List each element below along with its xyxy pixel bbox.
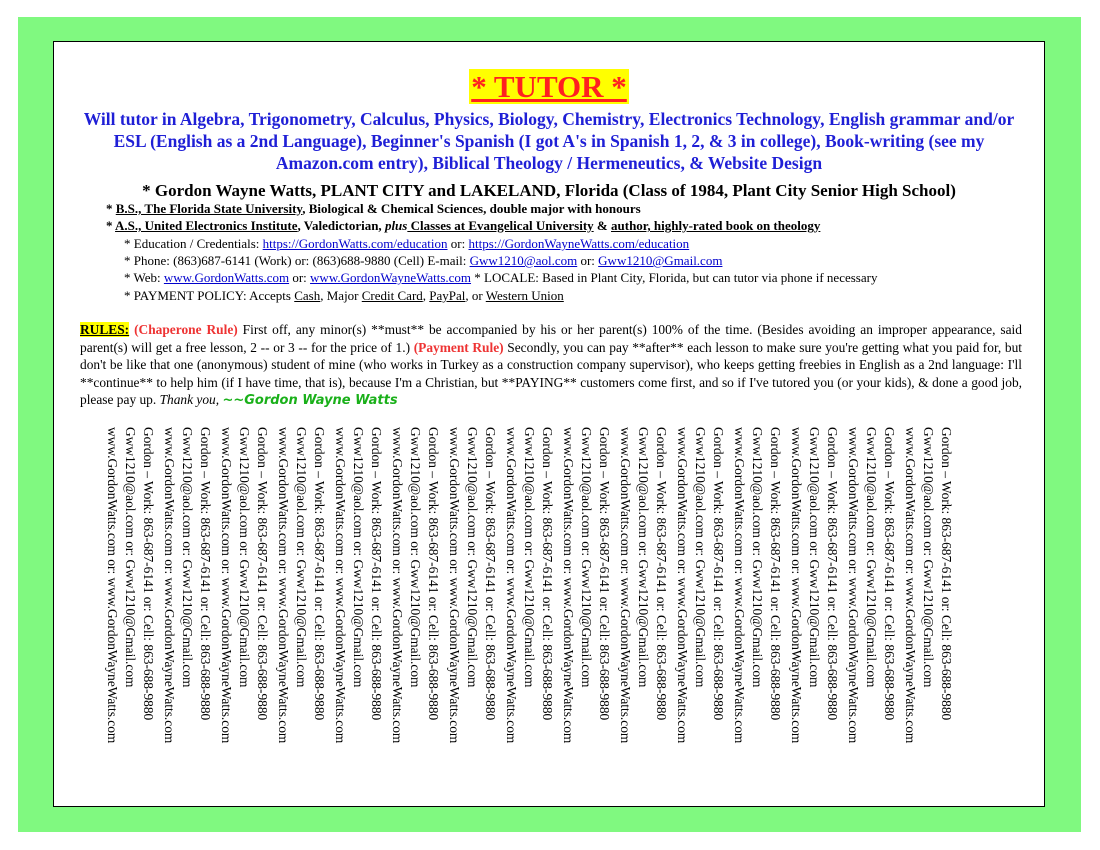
- email-aol-link[interactable]: Gww1210@aol.com: [469, 253, 578, 268]
- tear-off-strip-text: Gordon – Work: 863-687-6141 or: Cell: 863-688-9880: [825, 427, 840, 721]
- tear-off-strip-text: Gww1210@aol.com or: Gww1210@Gmail.com: [636, 427, 651, 688]
- flyer-title-text: * TUTOR *: [471, 69, 627, 104]
- tear-off-strip-text: www.GordonWatts.com or: www.GordonWayneWatts.com: [903, 427, 918, 744]
- tear-off-strip-line3: [786, 427, 806, 787]
- tear-off-strip-text: Gww1210@aol.com or: Gww1210@Gmail.com: [408, 427, 423, 688]
- email-gmail-link[interactable]: Gww1210@Gmail.com: [598, 253, 723, 268]
- tear-off-strip-line2: [861, 427, 881, 787]
- degree-bs-school: B.S., The Florida State University: [115, 201, 303, 216]
- tear-off-strip-text: Gordon – Work: 863-687-6141 or: Cell: 863-688-9880: [198, 427, 213, 721]
- tear-off-strip-text: Gordon – Work: 863-687-6141 or: Cell: 863-688-9880: [255, 427, 270, 721]
- degree-bs-prefix: *: [106, 201, 116, 216]
- tear-off-strip-text: Gordon – Work: 863-687-6141 or: Cell: 863-688-9880: [768, 427, 783, 721]
- payment-western-union: Western Union: [485, 288, 564, 303]
- tear-off-strip-text: www.GordonWatts.com or: www.GordonWayneWatts.com: [732, 427, 747, 744]
- payment-credit-card: Credit Card: [361, 288, 423, 303]
- email-or: or:: [577, 253, 599, 268]
- tear-off-strip-line2: [690, 427, 710, 787]
- tear-off-strip-text: Gww1210@aol.com or: Gww1210@Gmail.com: [921, 427, 936, 688]
- tear-off-strip-text: Gordon – Work: 863-687-6141 or: Cell: 863-688-9880: [939, 427, 954, 721]
- tear-off-strip-text: Gww1210@aol.com or: Gww1210@Gmail.com: [180, 427, 195, 688]
- tear-off-strip-text: Gordon – Work: 863-687-6141 or: Cell: 863-688-9880: [312, 427, 327, 721]
- tear-off-strip-text: Gordon – Work: 863-687-6141 or: Cell: 863-688-9880: [483, 427, 498, 721]
- tear-off-strip-text: www.GordonWatts.com or: www.GordonWayneWatts.com: [105, 427, 120, 744]
- tear-off-strip-line2: [177, 427, 197, 787]
- tear-off-strip-line1: [594, 427, 614, 787]
- tear-off-strip-line3: [615, 427, 635, 787]
- phone-line: [124, 252, 722, 269]
- education-line: [124, 235, 689, 252]
- tear-off-strip-line1: [537, 427, 557, 787]
- flyer-title: [54, 70, 1044, 103]
- web-label: * Web:: [124, 270, 164, 285]
- tear-off-strip-text: Gww1210@aol.com or: Gww1210@Gmail.com: [123, 427, 138, 688]
- tear-off-strip-line2: [918, 427, 938, 787]
- degree-as-prefix: *: [106, 218, 116, 233]
- tear-off-strip-text: www.GordonWatts.com or: www.GordonWayneWatts.com: [162, 427, 177, 744]
- tear-off-strip-text: Gww1210@aol.com or: Gww1210@Gmail.com: [351, 427, 366, 688]
- rules-paragraph: [80, 321, 1022, 410]
- payment-rule-heading: (Payment Rule): [413, 339, 504, 355]
- tear-off-strip-line1: [765, 427, 785, 787]
- tear-off-strip-text: www.GordonWatts.com or: www.GordonWayneWatts.com: [447, 427, 462, 744]
- degree-bs-detail: , Biological & Chemical Sciences, double major with honours: [302, 201, 641, 216]
- tear-off-strip-text: Gordon – Work: 863-687-6141 or: Cell: 863-688-9880: [369, 427, 384, 721]
- tear-off-strip-line1: [879, 427, 899, 787]
- tear-off-strip-line1: [366, 427, 386, 787]
- payment-paypal: PayPal: [429, 288, 466, 303]
- tear-off-strip-text: www.GordonWatts.com or: www.GordonWayneWatts.com: [618, 427, 633, 744]
- tear-off-strip-text: Gordon – Work: 863-687-6141 or: Cell: 863-688-9880: [882, 427, 897, 721]
- degree-as-plus: plus: [384, 218, 408, 233]
- subjects-offered: Will tutor in Algebra, Trigonometry, Calculus, Physics, Biology, Chemistry, Electronics Technology, English grammar and/or ESL (English as a 2nd Language), Beginner's Spanish (I got A's in Spanish 1, 2, & 3 in college), Book-writing (see my Amazon.com entry), Biblical Theology / Hermeneutics, & Website Design: [83, 109, 1015, 173]
- education-or: or:: [447, 236, 469, 251]
- tear-off-strip-line3: [330, 427, 350, 787]
- tear-off-strip-line3: [159, 427, 179, 787]
- chaperone-rule-heading: (Chaperone Rule): [134, 322, 238, 337]
- tear-off-strip-text: www.GordonWatts.com or: www.GordonWayneWatts.com: [276, 427, 291, 744]
- tear-off-strip-line3: [672, 427, 692, 787]
- tear-off-strip-line3: [102, 427, 122, 787]
- degree-bs: [106, 200, 641, 217]
- tear-off-strip-text: Gww1210@aol.com or: Gww1210@Gmail.com: [750, 427, 765, 688]
- tutor-flyer: [53, 41, 1045, 807]
- degree-as-amp: &: [593, 218, 612, 233]
- tear-off-strip-text: Gordon – Work: 863-687-6141 or: Cell: 863-688-9880: [540, 427, 555, 721]
- tear-off-strip-line2: [633, 427, 653, 787]
- tear-off-strip-line2: [120, 427, 140, 787]
- tear-off-strips: [102, 427, 1002, 787]
- tear-off-strip-line2: [462, 427, 482, 787]
- tear-off-strip-text: Gww1210@aol.com or: Gww1210@Gmail.com: [522, 427, 537, 688]
- tear-off-strip-text: Gww1210@aol.com or: Gww1210@Gmail.com: [237, 427, 252, 688]
- tear-off-strip-line3: [558, 427, 578, 787]
- tear-off-strip-line3: [216, 427, 236, 787]
- tear-off-strip-text: Gww1210@aol.com or: Gww1210@Gmail.com: [579, 427, 594, 688]
- tear-off-strip-text: www.GordonWatts.com or: www.GordonWayneWatts.com: [390, 427, 405, 744]
- tear-off-strip-text: Gordon – Work: 863-687-6141 or: Cell: 863-688-9880: [141, 427, 156, 721]
- tear-off-strip-text: www.GordonWatts.com or: www.GordonWayneWatts.com: [789, 427, 804, 744]
- payment-rule-text: Secondly, you can pay **after** each lesson to make sure you're getting what you paid for, but don't be like that one (anonymous) student of mine (who works in Turkey as a construction company supervisor), who keeps getting freebies in English as a 2nd language: I'll **continue** to help him (if I have time, that is), because I'm a Christian, but **PAYING** customers come first, and so if I've tutored you (or your kids), & done a good job, please pay up.: [80, 339, 1022, 408]
- tear-off-strip-line1: [480, 427, 500, 787]
- tear-off-strip-text: www.GordonWatts.com or: www.GordonWayneWatts.com: [504, 427, 519, 744]
- tear-off-strip-text: Gww1210@aol.com or: Gww1210@Gmail.com: [864, 427, 879, 688]
- tear-off-strip-text: www.GordonWatts.com or: www.GordonWayneWatts.com: [561, 427, 576, 744]
- tear-off-strip-line3: [501, 427, 521, 787]
- tear-off-strip-line1: [822, 427, 842, 787]
- payment-label: * PAYMENT POLICY: Accepts: [124, 288, 295, 303]
- payment-sep-1: , Major: [320, 288, 362, 303]
- tutor-headline: * Gordon Wayne Watts, PLANT CITY and LAKELAND, Florida (Class of 1984, Plant City Senior High School): [142, 181, 956, 200]
- tear-off-strip-line2: [234, 427, 254, 787]
- tear-off-strip-text: www.GordonWatts.com or: www.GordonWayneWatts.com: [675, 427, 690, 744]
- degree-as-school: A.S., United Electronics Institute: [115, 218, 298, 233]
- tear-off-strip-line1: [708, 427, 728, 787]
- thank-you-text: Thank you,: [159, 392, 223, 408]
- payment-sep-3: , or: [465, 288, 486, 303]
- tear-off-strip-line1: [936, 427, 956, 787]
- web-or: or:: [289, 270, 311, 285]
- tear-off-strip-line3: [729, 427, 749, 787]
- tear-off-strip-line1: [138, 427, 158, 787]
- education-link-gordonwatts[interactable]: https://GordonWatts.com/education: [262, 236, 448, 251]
- tear-off-strip-line2: [804, 427, 824, 787]
- tear-off-strip-text: www.GordonWatts.com or: www.GordonWayneWatts.com: [846, 427, 861, 744]
- tear-off-strip-text: Gordon – Work: 863-687-6141 or: Cell: 863-688-9880: [711, 427, 726, 721]
- tear-off-strip-line2: [519, 427, 539, 787]
- tear-off-strip-text: Gordon – Work: 863-687-6141 or: Cell: 863-688-9880: [597, 427, 612, 721]
- tear-off-strip-line3: [273, 427, 293, 787]
- rules-label: RULES:: [80, 322, 130, 337]
- degree-as-classes: Classes at Evangelical University: [407, 218, 594, 233]
- chaperone-rule-text: First off, any minor(s) **must** be accompanied by his or her parent(s) 100% of the time. (Besides avoiding an improper appearance, said parent(s) will get a free lesson, 2 -- or 3 -- for the price of 1.): [80, 322, 1022, 355]
- tear-off-strip-text: Gww1210@aol.com or: Gww1210@Gmail.com: [807, 427, 822, 688]
- tear-off-strip-text: www.GordonWatts.com or: www.GordonWayneWatts.com: [219, 427, 234, 744]
- tear-off-strip-text: Gordon – Work: 863-687-6141 or: Cell: 863-688-9880: [426, 427, 441, 721]
- tear-off-strip-text: Gww1210@aol.com or: Gww1210@Gmail.com: [465, 427, 480, 688]
- tear-off-strip-line1: [195, 427, 215, 787]
- degree-as: [106, 217, 820, 234]
- tear-off-strip-line2: [291, 427, 311, 787]
- locale-text: * LOCALE: Based in Plant City, Florida, but can tutor via phone if necessary: [471, 270, 878, 285]
- signature: ~~Gordon Wayne Watts: [222, 393, 398, 409]
- tear-off-strip-line1: [651, 427, 671, 787]
- payment-line: [124, 287, 564, 304]
- tear-off-strip-text: www.GordonWatts.com or: www.GordonWayneWatts.com: [333, 427, 348, 744]
- tear-off-strip-line3: [444, 427, 464, 787]
- tear-off-strip-line2: [576, 427, 596, 787]
- tear-off-strip-line1: [423, 427, 443, 787]
- tear-off-strip-line2: [747, 427, 767, 787]
- tear-off-strip-line3: [387, 427, 407, 787]
- phone-text: * Phone: (863)687-6141 (Work) or: (863)688-9880 (Cell) E-mail:: [124, 253, 470, 268]
- tear-off-strip-line3: [843, 427, 863, 787]
- tear-off-strip-text: Gww1210@aol.com or: Gww1210@Gmail.com: [294, 427, 309, 688]
- degree-as-author: author, highly-rated book on theology: [611, 218, 821, 233]
- tear-off-strip-line2: [405, 427, 425, 787]
- web-link-gordonwaynewatts[interactable]: www.GordonWayneWatts.com: [310, 270, 472, 285]
- tear-off-strip-line1: [309, 427, 329, 787]
- tear-off-strip-line3: [900, 427, 920, 787]
- tear-off-strip-line1: [252, 427, 272, 787]
- payment-sep-2: ,: [422, 288, 430, 303]
- web-link-gordonwatts[interactable]: www.GordonWatts.com: [163, 270, 290, 285]
- tear-off-strip-line2: [348, 427, 368, 787]
- degree-as-valedictorian: , Valedictorian,: [297, 218, 385, 233]
- tear-off-strip-text: Gww1210@aol.com or: Gww1210@Gmail.com: [693, 427, 708, 688]
- payment-cash: Cash: [294, 288, 321, 303]
- education-label: * Education / Credentials:: [124, 236, 263, 251]
- tear-off-strip-text: Gordon – Work: 863-687-6141 or: Cell: 863-688-9880: [654, 427, 669, 721]
- web-line: [124, 269, 877, 286]
- education-link-gordonwaynewatts[interactable]: https://GordonWayneWatts.com/education: [468, 236, 690, 251]
